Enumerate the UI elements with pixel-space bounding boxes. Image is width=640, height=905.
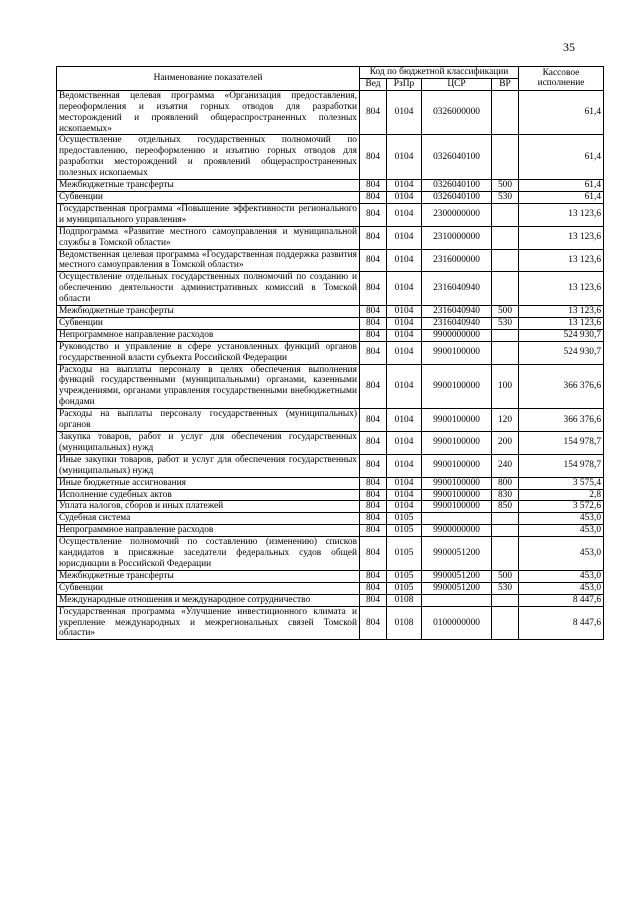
table-body [57, 90, 604, 640]
row-ved: 804 [360, 272, 387, 306]
row-amount: 453,0 [519, 513, 604, 525]
table-row [57, 513, 604, 525]
row-csr: 9900051200 [422, 537, 492, 571]
row-ved: 804 [360, 364, 387, 409]
row-csr: 9900000000 [422, 329, 492, 341]
row-vr [492, 537, 519, 571]
row-ved: 804 [360, 477, 387, 489]
table-row [57, 317, 604, 329]
row-name: Государственная программа «Повышение эффективности регионального и муниципального управления» [57, 203, 360, 226]
row-rzpr: 0105 [387, 525, 422, 537]
row-rzpr: 0104 [387, 329, 422, 341]
row-amount: 2,8 [519, 489, 604, 501]
row-name: Межбюджетные трансферты [57, 570, 360, 582]
row-ved: 804 [360, 135, 387, 180]
row-vr: 530 [492, 317, 519, 329]
table-row [57, 501, 604, 513]
row-amount: 8 447,6 [519, 606, 604, 640]
row-vr: 100 [492, 364, 519, 409]
row-rzpr: 0104 [387, 317, 422, 329]
row-vr [492, 135, 519, 180]
header-vr: ВР [492, 78, 519, 90]
row-ved: 804 [360, 203, 387, 226]
row-csr: 9900000000 [422, 525, 492, 537]
row-ved: 804 [360, 90, 387, 135]
row-ved: 804 [360, 226, 387, 249]
row-rzpr: 0104 [387, 364, 422, 409]
header-ved: Вед [360, 78, 387, 90]
row-rzpr: 0104 [387, 180, 422, 192]
row-ved: 804 [360, 191, 387, 203]
row-ved: 804 [360, 501, 387, 513]
row-ved: 804 [360, 525, 387, 537]
row-name: Судебная система [57, 513, 360, 525]
row-ved: 804 [360, 432, 387, 455]
row-amount: 3 572,6 [519, 501, 604, 513]
row-ved: 804 [360, 341, 387, 364]
table-header [57, 67, 604, 91]
row-rzpr: 0105 [387, 513, 422, 525]
row-name: Расходы на выплаты персоналу государственных (муниципальных) органов [57, 409, 360, 432]
table-row [57, 306, 604, 318]
row-csr: 9900100000 [422, 364, 492, 409]
row-vr [492, 226, 519, 249]
row-csr: 9900100000 [422, 341, 492, 364]
row-csr: 2316040940 [422, 306, 492, 318]
row-name: Расходы на выплаты персоналу в целях обеспечения выполнения функций государственными (муниципальными) органами, казенными учреждениями, органами управления государственными внебюджетными фондами [57, 364, 360, 409]
row-rzpr: 0104 [387, 90, 422, 135]
row-amount: 453,0 [519, 525, 604, 537]
row-csr: 0326040100 [422, 191, 492, 203]
row-csr: 2316040940 [422, 272, 492, 306]
table-row [57, 432, 604, 455]
row-csr: 9900100000 [422, 477, 492, 489]
row-vr [492, 594, 519, 606]
table-row [57, 489, 604, 501]
row-vr: 830 [492, 489, 519, 501]
table-row [57, 582, 604, 594]
row-amount: 8 447,6 [519, 594, 604, 606]
row-rzpr: 0104 [387, 409, 422, 432]
row-vr [492, 513, 519, 525]
row-rzpr: 0104 [387, 191, 422, 203]
row-csr: 2316040940 [422, 317, 492, 329]
row-ved: 804 [360, 537, 387, 571]
row-name: Подпрограмма «Развитие местного самоуправления и муниципальной службы в Томской области» [57, 226, 360, 249]
header-csr: ЦСР [422, 78, 492, 90]
row-rzpr: 0104 [387, 341, 422, 364]
header-execution: Кассовое исполнение [519, 67, 604, 91]
row-rzpr: 0104 [387, 489, 422, 501]
row-vr: 500 [492, 570, 519, 582]
row-vr: 240 [492, 454, 519, 477]
row-rzpr: 0108 [387, 606, 422, 640]
table-row [57, 203, 604, 226]
row-csr: 2310000000 [422, 226, 492, 249]
row-amount: 13 123,6 [519, 272, 604, 306]
row-name: Уплата налогов, сборов и иных платежей [57, 501, 360, 513]
row-rzpr: 0105 [387, 582, 422, 594]
row-csr: 0100000000 [422, 606, 492, 640]
row-rzpr: 0104 [387, 501, 422, 513]
row-amount: 524 930,7 [519, 341, 604, 364]
row-name: Непрограммное направление расходов [57, 329, 360, 341]
row-csr: 9900100000 [422, 454, 492, 477]
table-row [57, 409, 604, 432]
row-name: Иные бюджетные ассигнования [57, 477, 360, 489]
row-name: Исполнение судебных актов [57, 489, 360, 501]
row-amount: 13 123,6 [519, 249, 604, 272]
table-row [57, 606, 604, 640]
row-rzpr: 0104 [387, 432, 422, 455]
table-row [57, 272, 604, 306]
table-row [57, 454, 604, 477]
row-amount: 154 978,7 [519, 454, 604, 477]
table-row [57, 594, 604, 606]
row-vr [492, 272, 519, 306]
table-row [57, 364, 604, 409]
row-csr [422, 513, 492, 525]
row-ved: 804 [360, 606, 387, 640]
row-vr: 500 [492, 180, 519, 192]
row-rzpr: 0104 [387, 477, 422, 489]
row-csr: 9900051200 [422, 582, 492, 594]
row-name: Субвенции [57, 582, 360, 594]
table-row [57, 90, 604, 135]
row-rzpr: 0104 [387, 272, 422, 306]
row-vr: 530 [492, 191, 519, 203]
row-vr: 530 [492, 582, 519, 594]
row-rzpr: 0104 [387, 135, 422, 180]
row-vr [492, 90, 519, 135]
row-vr: 800 [492, 477, 519, 489]
row-name: Межбюджетные трансферты [57, 306, 360, 318]
budget-table [56, 66, 604, 640]
row-amount: 13 123,6 [519, 203, 604, 226]
row-name: Иные закупки товаров, работ и услуг для обеспечения государственных (муниципальных) нужд [57, 454, 360, 477]
row-csr: 9900100000 [422, 501, 492, 513]
row-vr [492, 203, 519, 226]
row-rzpr: 0104 [387, 203, 422, 226]
row-name: Непрограммное направление расходов [57, 525, 360, 537]
row-name: Осуществление отдельных государственных полномочий по созданию и обеспечению деятельности административных комиссий в Томской области [57, 272, 360, 306]
row-csr: 2316000000 [422, 249, 492, 272]
row-amount: 524 930,7 [519, 329, 604, 341]
table-row [57, 477, 604, 489]
row-amount: 61,4 [519, 180, 604, 192]
row-name: Международные отношения и международное сотрудничество [57, 594, 360, 606]
row-rzpr: 0104 [387, 226, 422, 249]
header-rzpr: РзПр [387, 78, 422, 90]
row-ved: 804 [360, 454, 387, 477]
row-ved: 804 [360, 180, 387, 192]
row-vr: 200 [492, 432, 519, 455]
row-amount: 366 376,6 [519, 409, 604, 432]
row-name: Межбюджетные трансферты [57, 180, 360, 192]
row-name: Осуществление полномочий по составлению (изменению) списков кандидатов в присяжные заседатели федеральных судов общей юрисдикции в Российской Федерации [57, 537, 360, 571]
row-ved: 804 [360, 306, 387, 318]
page-number: 35 [563, 40, 575, 54]
row-csr: 9900100000 [422, 489, 492, 501]
row-amount: 3 575,4 [519, 477, 604, 489]
row-vr: 120 [492, 409, 519, 432]
row-ved: 804 [360, 582, 387, 594]
table-row [57, 537, 604, 571]
header-name: Наименование показателей [57, 67, 360, 91]
row-rzpr: 0104 [387, 454, 422, 477]
row-csr: 9900100000 [422, 409, 492, 432]
row-vr [492, 329, 519, 341]
row-name: Ведомственная целевая программа «Государственная поддержка развития местного самоуправления в Томской области» [57, 249, 360, 272]
row-vr [492, 341, 519, 364]
row-csr: 0326040100 [422, 135, 492, 180]
table-row [57, 525, 604, 537]
row-amount: 61,4 [519, 191, 604, 203]
row-ved: 804 [360, 489, 387, 501]
row-amount: 453,0 [519, 570, 604, 582]
row-rzpr: 0104 [387, 306, 422, 318]
row-ved: 804 [360, 249, 387, 272]
row-rzpr: 0105 [387, 570, 422, 582]
table-row [57, 226, 604, 249]
row-csr: 0326040100 [422, 180, 492, 192]
row-csr: 9900051200 [422, 570, 492, 582]
row-ved: 804 [360, 317, 387, 329]
row-ved: 804 [360, 570, 387, 582]
row-rzpr: 0105 [387, 537, 422, 571]
row-name: Руководство и управление в сфере установленных функций органов государственной власти субъекта Российской Федерации [57, 341, 360, 364]
row-csr: 9900100000 [422, 432, 492, 455]
row-name: Субвенции [57, 191, 360, 203]
row-ved: 804 [360, 513, 387, 525]
row-name: Ведомственная целевая программа «Организация предоставления, переоформления и изъятия горных отводов для разработки месторождений и проявлений общераспространенных полезных ископаемых» [57, 90, 360, 135]
row-amount: 453,0 [519, 537, 604, 571]
table-row [57, 135, 604, 180]
table-row [57, 180, 604, 192]
table-row [57, 329, 604, 341]
table-row [57, 191, 604, 203]
row-amount: 13 123,6 [519, 306, 604, 318]
table-row [57, 249, 604, 272]
row-ved: 804 [360, 409, 387, 432]
row-rzpr: 0108 [387, 594, 422, 606]
row-vr [492, 525, 519, 537]
row-amount: 61,4 [519, 90, 604, 135]
row-csr: 0326000000 [422, 90, 492, 135]
row-ved: 804 [360, 329, 387, 341]
row-vr: 850 [492, 501, 519, 513]
table-row [57, 341, 604, 364]
row-ved: 804 [360, 594, 387, 606]
row-amount: 154 978,7 [519, 432, 604, 455]
header-code-group: Код по бюджетной классификации [360, 67, 519, 79]
row-amount: 61,4 [519, 135, 604, 180]
row-csr: 2300000000 [422, 203, 492, 226]
table-row [57, 570, 604, 582]
row-name: Субвенции [57, 317, 360, 329]
row-name: Осуществление отдельных государственных полномочий по предоставлению, переоформлению и изъятию горных отводов для разработки месторождений и проявлений общераспространенных полезных ископаемых [57, 135, 360, 180]
row-amount: 13 123,6 [519, 226, 604, 249]
row-vr [492, 606, 519, 640]
row-amount: 13 123,6 [519, 317, 604, 329]
row-name: Закупка товаров, работ и услуг для обеспечения государственных (муниципальных) нужд [57, 432, 360, 455]
row-amount: 366 376,6 [519, 364, 604, 409]
row-csr [422, 594, 492, 606]
row-amount: 453,0 [519, 582, 604, 594]
row-rzpr: 0104 [387, 249, 422, 272]
row-vr: 500 [492, 306, 519, 318]
row-name: Государственная программа «Улучшение инвестиционного климата и укрепление международных и межрегиональных связей Томской области» [57, 606, 360, 640]
row-vr [492, 249, 519, 272]
